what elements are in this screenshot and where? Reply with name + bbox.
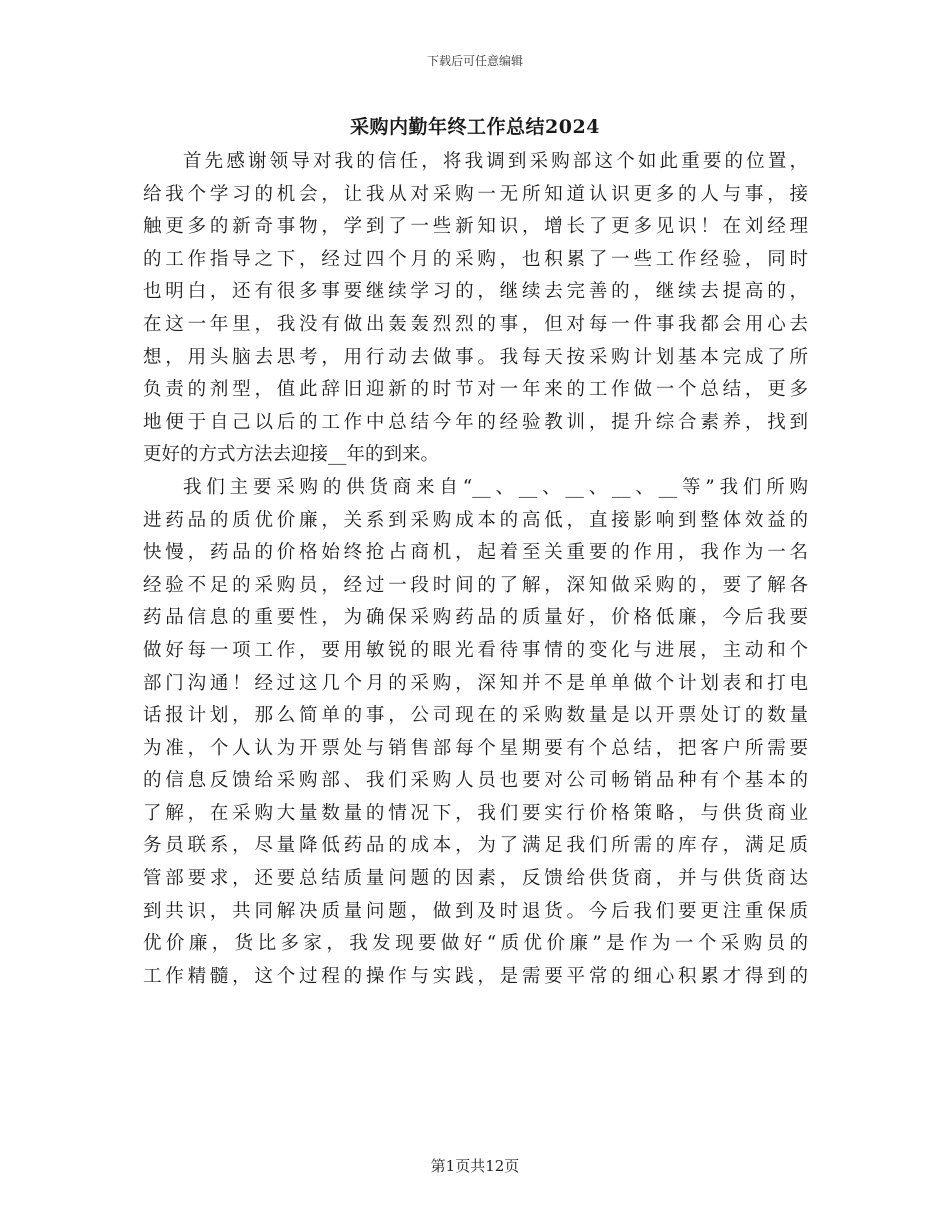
text-line: 触更多的新奇事物，学到了一些新知识，增长了更多见识！在刘经理 (143, 216, 808, 238)
text-line: 到共识，共同解决质量问题，做到及时退货。今后我们要更注重保质 (143, 900, 808, 922)
text-line: 经验不足的采购员，经过一段时间的了解，深知做采购的，要了解各 (143, 574, 808, 596)
text-line: 想，用头脑去思考，用行动去做事。我每天按采购计划基本完成了所 (143, 346, 808, 368)
text-line: 务员联系，尽量降低药品的成本，为了满足我们所需的库存，满足质 (143, 835, 808, 857)
text-line: 部门沟通！经过这几个月的采购，深知并不是单单做个计划表和打电 (143, 672, 808, 694)
paragraph-2 (143, 472, 808, 994)
text-line: 了解，在采购大量数量的情况下，我们要实行价格策略，与供货商业 (143, 802, 808, 824)
text-line: 我们主要采购的供货商来自“__、__、__、__、__等”我们所购 (183, 476, 808, 498)
text-line: 快慢，药品的价格始终抢占商机，起着至关重要的作用，我作为一名 (143, 542, 808, 564)
text-line: 的信息反馈给采购部、我们采购人员也要对公司畅销品种有个基本的 (143, 770, 808, 792)
text-line: 进药品的质优价廉，关系到采购成本的高低，直接影响到整体效益的 (143, 509, 808, 531)
text-line: 工作精髓，这个过程的操作与实践，是需要平常的细心积累才得到的 (143, 965, 808, 987)
document-title: 采购内勤年终工作总结2024 (350, 116, 600, 138)
text-line: 在这一年里，我没有做出轰轰烈烈的事，但对每一件事我都会用心去 (143, 313, 808, 335)
text-line: 优价廉，货比多家，我发现要做好“质优价廉”是作为一个采购员的 (143, 933, 808, 955)
text-line: 负责的剂型，值此辞旧迎新的时节对一年来的工作做一个总结，更多 (143, 379, 808, 401)
text-line: 首先感谢领导对我的信任，将我调到采购部这个如此重要的位置， (183, 151, 808, 172)
text-line: 地便于自己以后的工作中总结今年的经验教训，提升综合素养，找到 (143, 411, 808, 433)
document-body (143, 146, 808, 993)
text-line: 药品信息的重要性，为确保采购药品的质量好，价格低廉，今后我要 (143, 607, 808, 629)
text-line: 管部要求，还要总结质量问题的因素，反馈给供货商，并与供货商达 (143, 868, 808, 890)
text-line: 话报计划，那么简单的事，公司现在的采购数量是以开票处订的数量 (143, 705, 808, 727)
text-line: 做好每一项工作，要用敏锐的眼光看待事情的变化与进展，主动和个 (143, 639, 808, 661)
text-line: 的工作指导之下，经过四个月的采购，也积累了一些工作经验，同时 (143, 248, 808, 270)
page-header-note: 下载后可任意编辑 (426, 54, 523, 68)
text-line: 给我个学习的机会，让我从对采购一无所知道认识更多的人与事，接 (143, 183, 808, 205)
paragraph-1 (143, 146, 808, 472)
text-line: 也明白，还有很多事要继续学习的，继续去完善的，继续去提高的， (143, 281, 808, 303)
text-line: 为准，个人认为开票处与销售部每个星期要有个总结，把客户所需要 (143, 737, 808, 759)
page-number: 第1页共12页 (430, 1157, 520, 1175)
text-line: 更好的方式方法去迎接__年的到来。 (143, 444, 440, 466)
